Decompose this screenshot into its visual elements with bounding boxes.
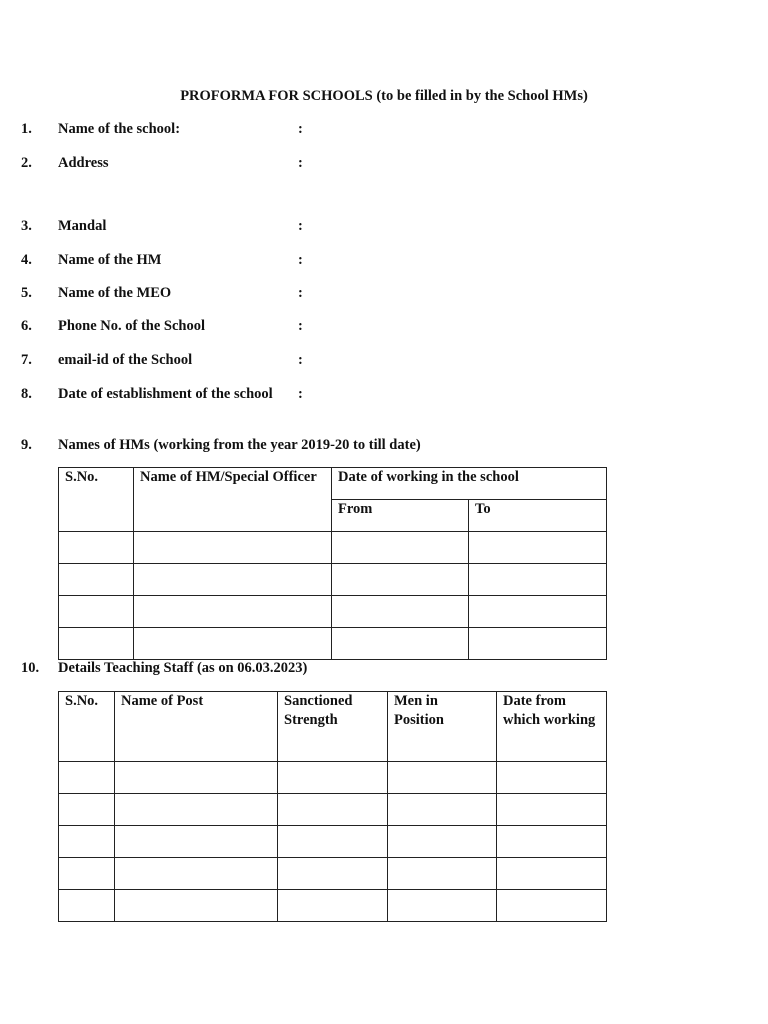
table-cell[interactable] (278, 858, 388, 890)
table-cell[interactable] (115, 794, 278, 826)
table-cell[interactable] (278, 826, 388, 858)
field-colon: : (298, 121, 303, 137)
table-cell[interactable] (497, 858, 607, 890)
table-cell[interactable] (469, 532, 607, 564)
table-cell[interactable] (59, 762, 115, 794)
table-cell[interactable] (497, 890, 607, 922)
table-row (59, 532, 607, 564)
table-row (59, 858, 607, 890)
field-label: Name of the HM (58, 252, 162, 268)
table-cell[interactable] (388, 858, 497, 890)
table-cell[interactable] (115, 826, 278, 858)
table-row (59, 564, 607, 596)
field-label: Mandal (58, 218, 107, 234)
table-cell[interactable] (115, 858, 278, 890)
table-cell[interactable] (388, 762, 497, 794)
table-row (59, 794, 607, 826)
field-label: email-id of the School (58, 352, 193, 368)
table-cell[interactable] (59, 596, 134, 628)
table-row (59, 890, 607, 922)
field-number: 1. (21, 121, 32, 137)
field-number: 7. (21, 352, 32, 368)
table-cell[interactable] (388, 794, 497, 826)
table-cell[interactable] (59, 826, 115, 858)
hm-history-table (58, 467, 607, 660)
column-header-sanctioned-strength: Sanctioned Strength (278, 692, 388, 762)
field-label: Date of establishment of the school (58, 386, 273, 402)
table-cell[interactable] (59, 794, 115, 826)
table-cell[interactable] (497, 826, 607, 858)
table-cell[interactable] (332, 564, 469, 596)
table-row (59, 826, 607, 858)
teaching-staff-table (58, 691, 607, 922)
table-cell[interactable] (59, 890, 115, 922)
table-cell[interactable] (332, 628, 469, 660)
section-title: Names of HMs (working from the year 2019-20 to till date) (58, 437, 421, 453)
field-label: Name of the school: (58, 121, 181, 137)
table-cell[interactable] (278, 794, 388, 826)
table-cell[interactable] (134, 628, 332, 660)
section-title: Details Teaching Staff (as on 06.03.2023) (58, 660, 308, 676)
table-cell[interactable] (59, 858, 115, 890)
table-cell[interactable] (388, 890, 497, 922)
table-cell[interactable] (469, 564, 607, 596)
table-cell[interactable] (497, 762, 607, 794)
table-cell[interactable] (332, 532, 469, 564)
section-number: 9. (21, 437, 32, 453)
field-label: Address (58, 155, 109, 171)
field-colon: : (298, 252, 303, 268)
table-row (59, 596, 607, 628)
table-cell[interactable] (134, 532, 332, 564)
table-cell[interactable] (469, 628, 607, 660)
table-cell[interactable] (59, 564, 134, 596)
column-header-post-name: Name of Post (115, 692, 278, 762)
field-colon: : (298, 352, 303, 368)
column-header-sno: S.No. (59, 468, 134, 532)
table-row (59, 762, 607, 794)
table-cell[interactable] (115, 762, 278, 794)
column-header-from: From (332, 500, 469, 532)
column-header-men-in-position: Men in Position (388, 692, 497, 762)
field-label: Phone No. of the School (58, 318, 206, 334)
column-header-sno: S.No. (59, 692, 115, 762)
field-number: 5. (21, 285, 32, 301)
field-label: Name of the MEO (58, 285, 172, 301)
table-cell[interactable] (134, 564, 332, 596)
column-header-hm-name: Name of HM/Special Officer (134, 468, 332, 532)
field-number: 4. (21, 252, 32, 268)
table-cell[interactable] (388, 826, 497, 858)
field-colon: : (298, 218, 303, 234)
table-cell[interactable] (278, 762, 388, 794)
field-colon: : (298, 318, 303, 334)
field-colon: : (298, 386, 303, 402)
table-cell[interactable] (469, 596, 607, 628)
form-title: PROFORMA FOR SCHOOLS (to be filled in by the School HMs) (180, 88, 588, 104)
column-header-date-group: Date of working in the school (332, 468, 607, 500)
field-number: 6. (21, 318, 32, 334)
field-number: 8. (21, 386, 32, 402)
table-cell[interactable] (134, 596, 332, 628)
table-row (59, 628, 607, 660)
table-cell[interactable] (59, 532, 134, 564)
section-number: 10. (21, 660, 40, 676)
field-number: 3. (21, 218, 32, 234)
field-colon: : (298, 155, 303, 171)
field-number: 2. (21, 155, 32, 171)
table-cell[interactable] (332, 596, 469, 628)
column-header-to: To (469, 500, 607, 532)
table-cell[interactable] (278, 890, 388, 922)
field-colon: : (298, 285, 303, 301)
table-cell[interactable] (115, 890, 278, 922)
table-cell[interactable] (497, 794, 607, 826)
column-header-date-from: Date from which working (497, 692, 607, 762)
table-cell[interactable] (59, 628, 134, 660)
